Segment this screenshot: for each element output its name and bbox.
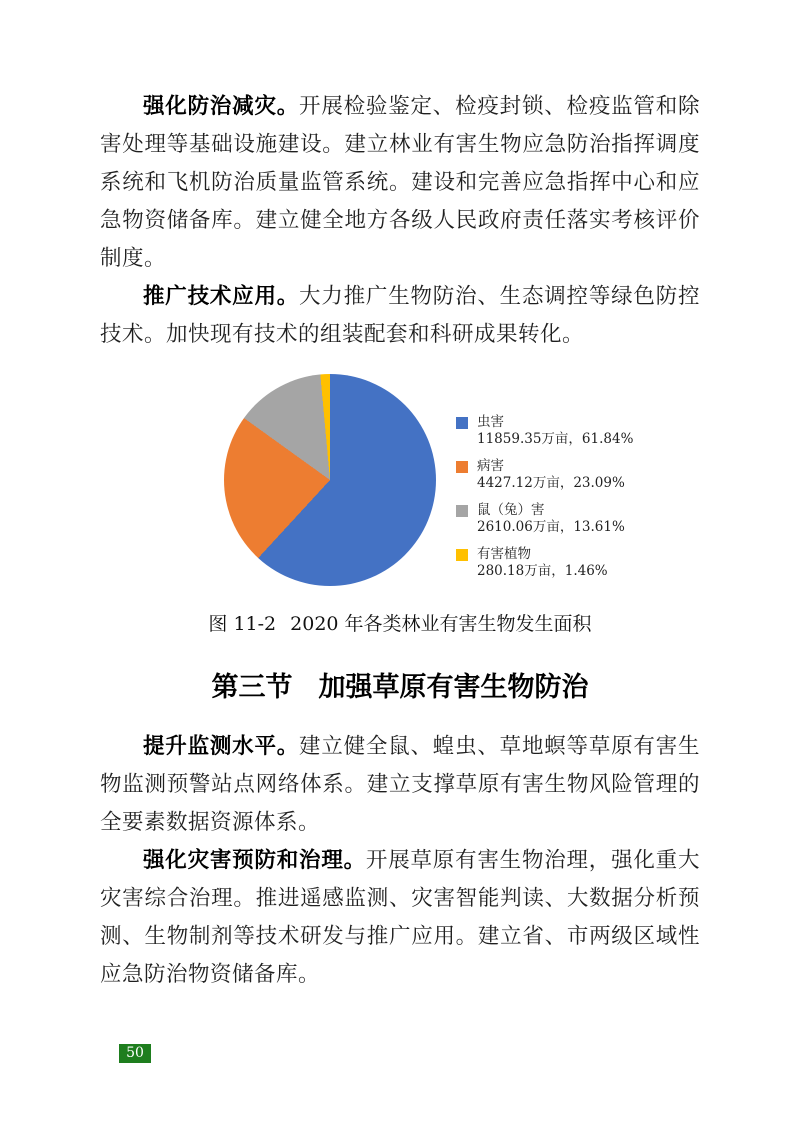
section-heading (100, 670, 700, 706)
section-heading-label: 第三节 (211, 672, 293, 703)
page-content (100, 88, 700, 994)
paragraph-text: 开展检验鉴定、检疫封锁、检疫监管和除害处理等基础设施建设。建立林业有害生物应急防治指挥调度系统和飞机防治质量监管系统。建设和完善应急指挥中心和应急物资储备库。建立健全地方各级人民政府责任落实考核评价制度。 (100, 94, 700, 271)
legend-item-harmful-plants (456, 546, 686, 580)
paragraph-disaster-prevention (100, 842, 700, 994)
paragraph-improve-monitoring (100, 728, 700, 842)
paragraph-text: 大力推广生物防治、生态调控等绿色防控技术。加快现有技术的组装配套和科研成果转化。 (100, 284, 700, 347)
legend-name-row (456, 414, 686, 431)
paragraph-lead: 推广技术应用。 (143, 284, 300, 309)
legend-item-insect-pest (456, 414, 686, 448)
paragraph-lead: 提升监测水平。 (143, 734, 300, 759)
legend-item-rodent-hare (456, 502, 686, 536)
paragraph-strengthen-control (100, 88, 700, 278)
figure-caption (100, 610, 700, 638)
legend-item-disease (456, 458, 686, 492)
legend-swatch-icon (456, 461, 468, 473)
paragraph-promote-technology (100, 278, 700, 354)
legend-swatch-icon (456, 549, 468, 561)
legend-value: 280.18万亩，1.46% (477, 563, 608, 579)
pie-chart (224, 374, 436, 586)
legend-swatch-icon (456, 417, 468, 429)
legend-label: 有害植物 (477, 546, 531, 562)
legend-name-row (456, 546, 686, 563)
paragraph-text: 建立健全鼠、蝗虫、草地螟等草原有害生物监测预警站点网络体系。建立支撑草原有害生物风险管理的全要素数据资源体系。 (100, 734, 700, 835)
legend-label: 病害 (477, 458, 504, 474)
pie-chart-figure (100, 370, 700, 594)
legend-value: 11859.35万亩，61.84% (477, 431, 634, 447)
paragraph-text: 开展草原有害生物治理，强化重大灾害综合治理。推进遥感监测、灾害智能判读、大数据分析预测、生物制剂等技术研发与推广应用。建立省、市两级区域性应急防治物资储备库。 (100, 848, 700, 987)
legend-name-row (456, 502, 686, 519)
figure-caption-label: 图 11-2 (208, 613, 277, 635)
legend-label: 虫害 (477, 414, 504, 430)
paragraph-lead: 强化灾害预防和治理。 (143, 848, 366, 873)
page-number-badge: 50 (119, 1044, 151, 1063)
section-heading-title: 加强草原有害生物防治 (318, 672, 589, 703)
legend-value: 4427.12万亩，23.09% (477, 475, 625, 491)
legend-value: 2610.06万亩，13.61% (477, 519, 625, 535)
legend-name-row (456, 458, 686, 475)
chart-legend (456, 414, 686, 590)
legend-label: 鼠（兔）害 (477, 502, 545, 518)
paragraph-lead: 强化防治减灾。 (143, 94, 300, 119)
figure-caption-text: 2020 年各类林业有害生物发生面积 (290, 613, 592, 635)
legend-swatch-icon (456, 505, 468, 517)
